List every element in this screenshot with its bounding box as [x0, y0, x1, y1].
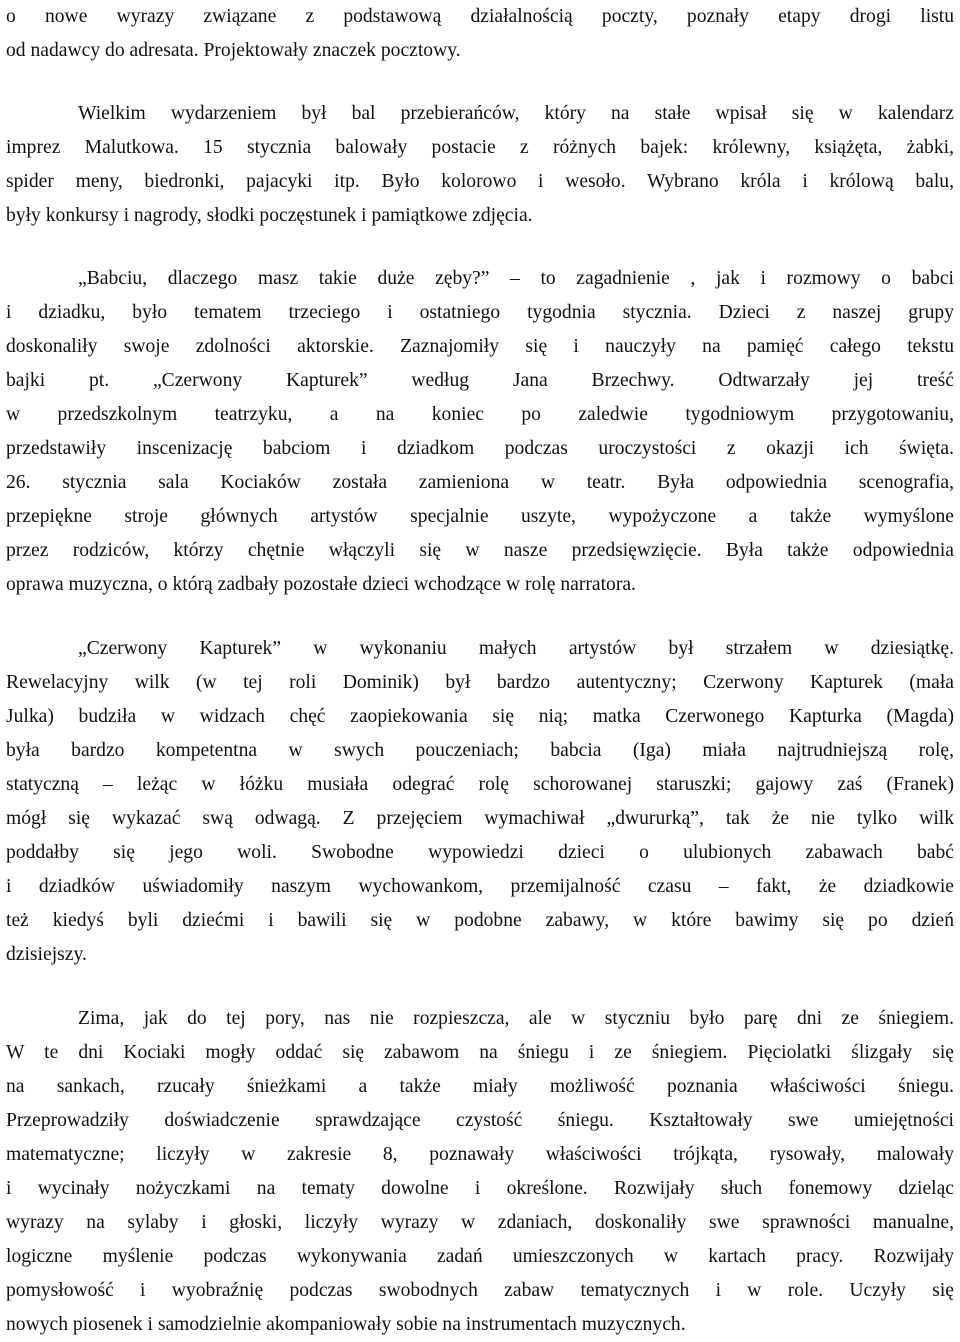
text-line: 26. stycznia sala Kociaków została zamieniona w teatr. Była odpowiednia scenografia, — [6, 472, 954, 493]
text-line: dzisiejszy. — [6, 944, 87, 965]
paragraph-costume-ball — [6, 97, 954, 233]
text-line: imprez Malutkowa. 15 stycznia balowały postacie z różnych bajek: królewny, książęta, żabki, — [6, 137, 954, 158]
text-line: była bardzo kompetentna w swych pouczeniach; babcia (Iga) miała najtrudniejszą rolę, — [6, 740, 954, 761]
text-line: o nowe wyrazy związane z podstawową działalnością poczty, poznały etapy drogi listu — [6, 6, 954, 27]
text-line: pomysłowość i wyobraźnię podczas swobodnych zabaw tematycznych i w role. Uczyły się — [6, 1280, 954, 1301]
text-line: logiczne myślenie podczas wykonywania zadań umieszczonych w kartach pracy. Rozwijały — [6, 1246, 954, 1267]
text-line: doskonaliły swoje zdolności aktorskie. Zaznajomiły się i nauczyły na pamięć całego tekstu — [6, 336, 954, 357]
text-line: Rewelacyjny wilk (w tej roli Dominik) był bardzo autentyczny; Czerwony Kapturek (mała — [6, 672, 954, 693]
paragraph-spacer — [6, 602, 954, 632]
paragraph-spacer — [6, 972, 954, 1002]
text-line: wyrazy na sylaby i głoski, liczyły wyrazy w zdaniach, doskonaliły swe sprawności manualne, — [6, 1212, 954, 1233]
text-line: w przedszkolnym teatrzyku, a na koniec po zaledwie tygodniowym przygotowaniu, — [6, 404, 954, 425]
text-line: Przeprowadziły doświadczenie sprawdzające czystość śniegu. Kształtowały swe umiejętności — [6, 1110, 954, 1131]
text-line: i dziadków uświadomiły naszym wychowankom, przemijalność czasu – fakt, że dziadkowie — [6, 876, 954, 897]
text-line: W te dni Kociaki mogły oddać się zabawom na śniegu i ze śniegiem. Pięciolatki ślizgały się — [6, 1042, 954, 1063]
paragraph-grandparents-theater — [6, 262, 954, 602]
text-line: i dziadku, było tematem trzeciego i ostatniego tygodnia stycznia. Dzieci z naszej grupy — [6, 302, 954, 323]
paragraph-post-office — [6, 0, 954, 68]
text-line: też kiedyś byli dziećmi i bawili się w podobne zabawy, w które bawimy się po dzień — [6, 910, 954, 931]
text-line: matematyczne; liczyły w zakresie 8, poznawały właściwości trójkąta, rysowały, malowały — [6, 1144, 954, 1165]
paragraph-spacer — [6, 233, 954, 262]
text-line: nowych piosenek i samodzielnie akompaniowały sobie na instrumentach muzycznych. — [6, 1314, 686, 1335]
text-line: statyczną – leżąc w łóżku musiała odegrać rolę schorowanej staruszki; gajowy zaś (Franek) — [6, 774, 954, 795]
text-line: „Babciu, dlaczego masz takie duże zęby?” – to zagadnienie , jak i rozmowy o babci — [78, 268, 954, 289]
text-line: Wielkim wydarzeniem był bal przebierańców, który na stałe wpisał się w kalendarz — [78, 103, 954, 124]
text-line: „Czerwony Kapturek” w wykonaniu małych artystów był strzałem w dziesiątkę. — [78, 638, 954, 659]
text-line: były konkursy i nagrody, słodki poczęstunek i pamiątkowe zdjęcia. — [6, 205, 533, 226]
text-line: bajki pt. „Czerwony Kapturek” według Jana Brzechwy. Odtwarzały jej treść — [6, 370, 954, 391]
text-line: przez rodziców, którzy chętnie włączyli się w nasze przedsięwzięcie. Była także odpowiednia — [6, 540, 954, 561]
text-line: przedstawiły inscenizację babciom i dziadkom podczas uroczystości z okazji ich święta. — [6, 438, 954, 459]
paragraph-red-riding-hood — [6, 632, 954, 972]
text-line: od nadawcy do adresata. Projektowały znaczek pocztowy. — [6, 40, 461, 61]
paragraph-winter-snow — [6, 1002, 954, 1342]
text-line: Julka) budziła w widzach chęć zaopiekowania się nią; matka Czerwonego Kapturka (Magda) — [6, 706, 954, 727]
text-line: Zima, jak do tej pory, nas nie rozpieszcza, ale w styczniu było parę dni ze śniegiem. — [78, 1008, 954, 1029]
text-line: i wycinały nożyczkami na tematy dowolne i określone. Rozwijały słuch fonemowy dzieląc — [6, 1178, 954, 1199]
text-line: przepiękne stroje głównych artystów specjalnie uszyte, wypożyczone a także wymyślone — [6, 506, 954, 527]
text-line: mógł się wykazać swą odwagą. Z przejęciem wymachiwał „dwururką”, tak że nie tylko wilk — [6, 808, 954, 829]
text-line: spider meny, biedronki, pajacyki itp. Było kolorowo i wesoło. Wybrano króla i królową balu, — [6, 171, 954, 192]
paragraph-spacer — [6, 68, 954, 97]
text-line: poddałby się jego woli. Swobodne wypowiedzi dzieci o ulubionych zabawach babć — [6, 842, 954, 863]
text-line: na sankach, rzucały śnieżkami a także miały możliwość poznania właściwości śniegu. — [6, 1076, 954, 1097]
text-line: oprawa muzyczna, o którą zadbały pozostałe dzieci wchodzące w rolę narratora. — [6, 574, 636, 595]
